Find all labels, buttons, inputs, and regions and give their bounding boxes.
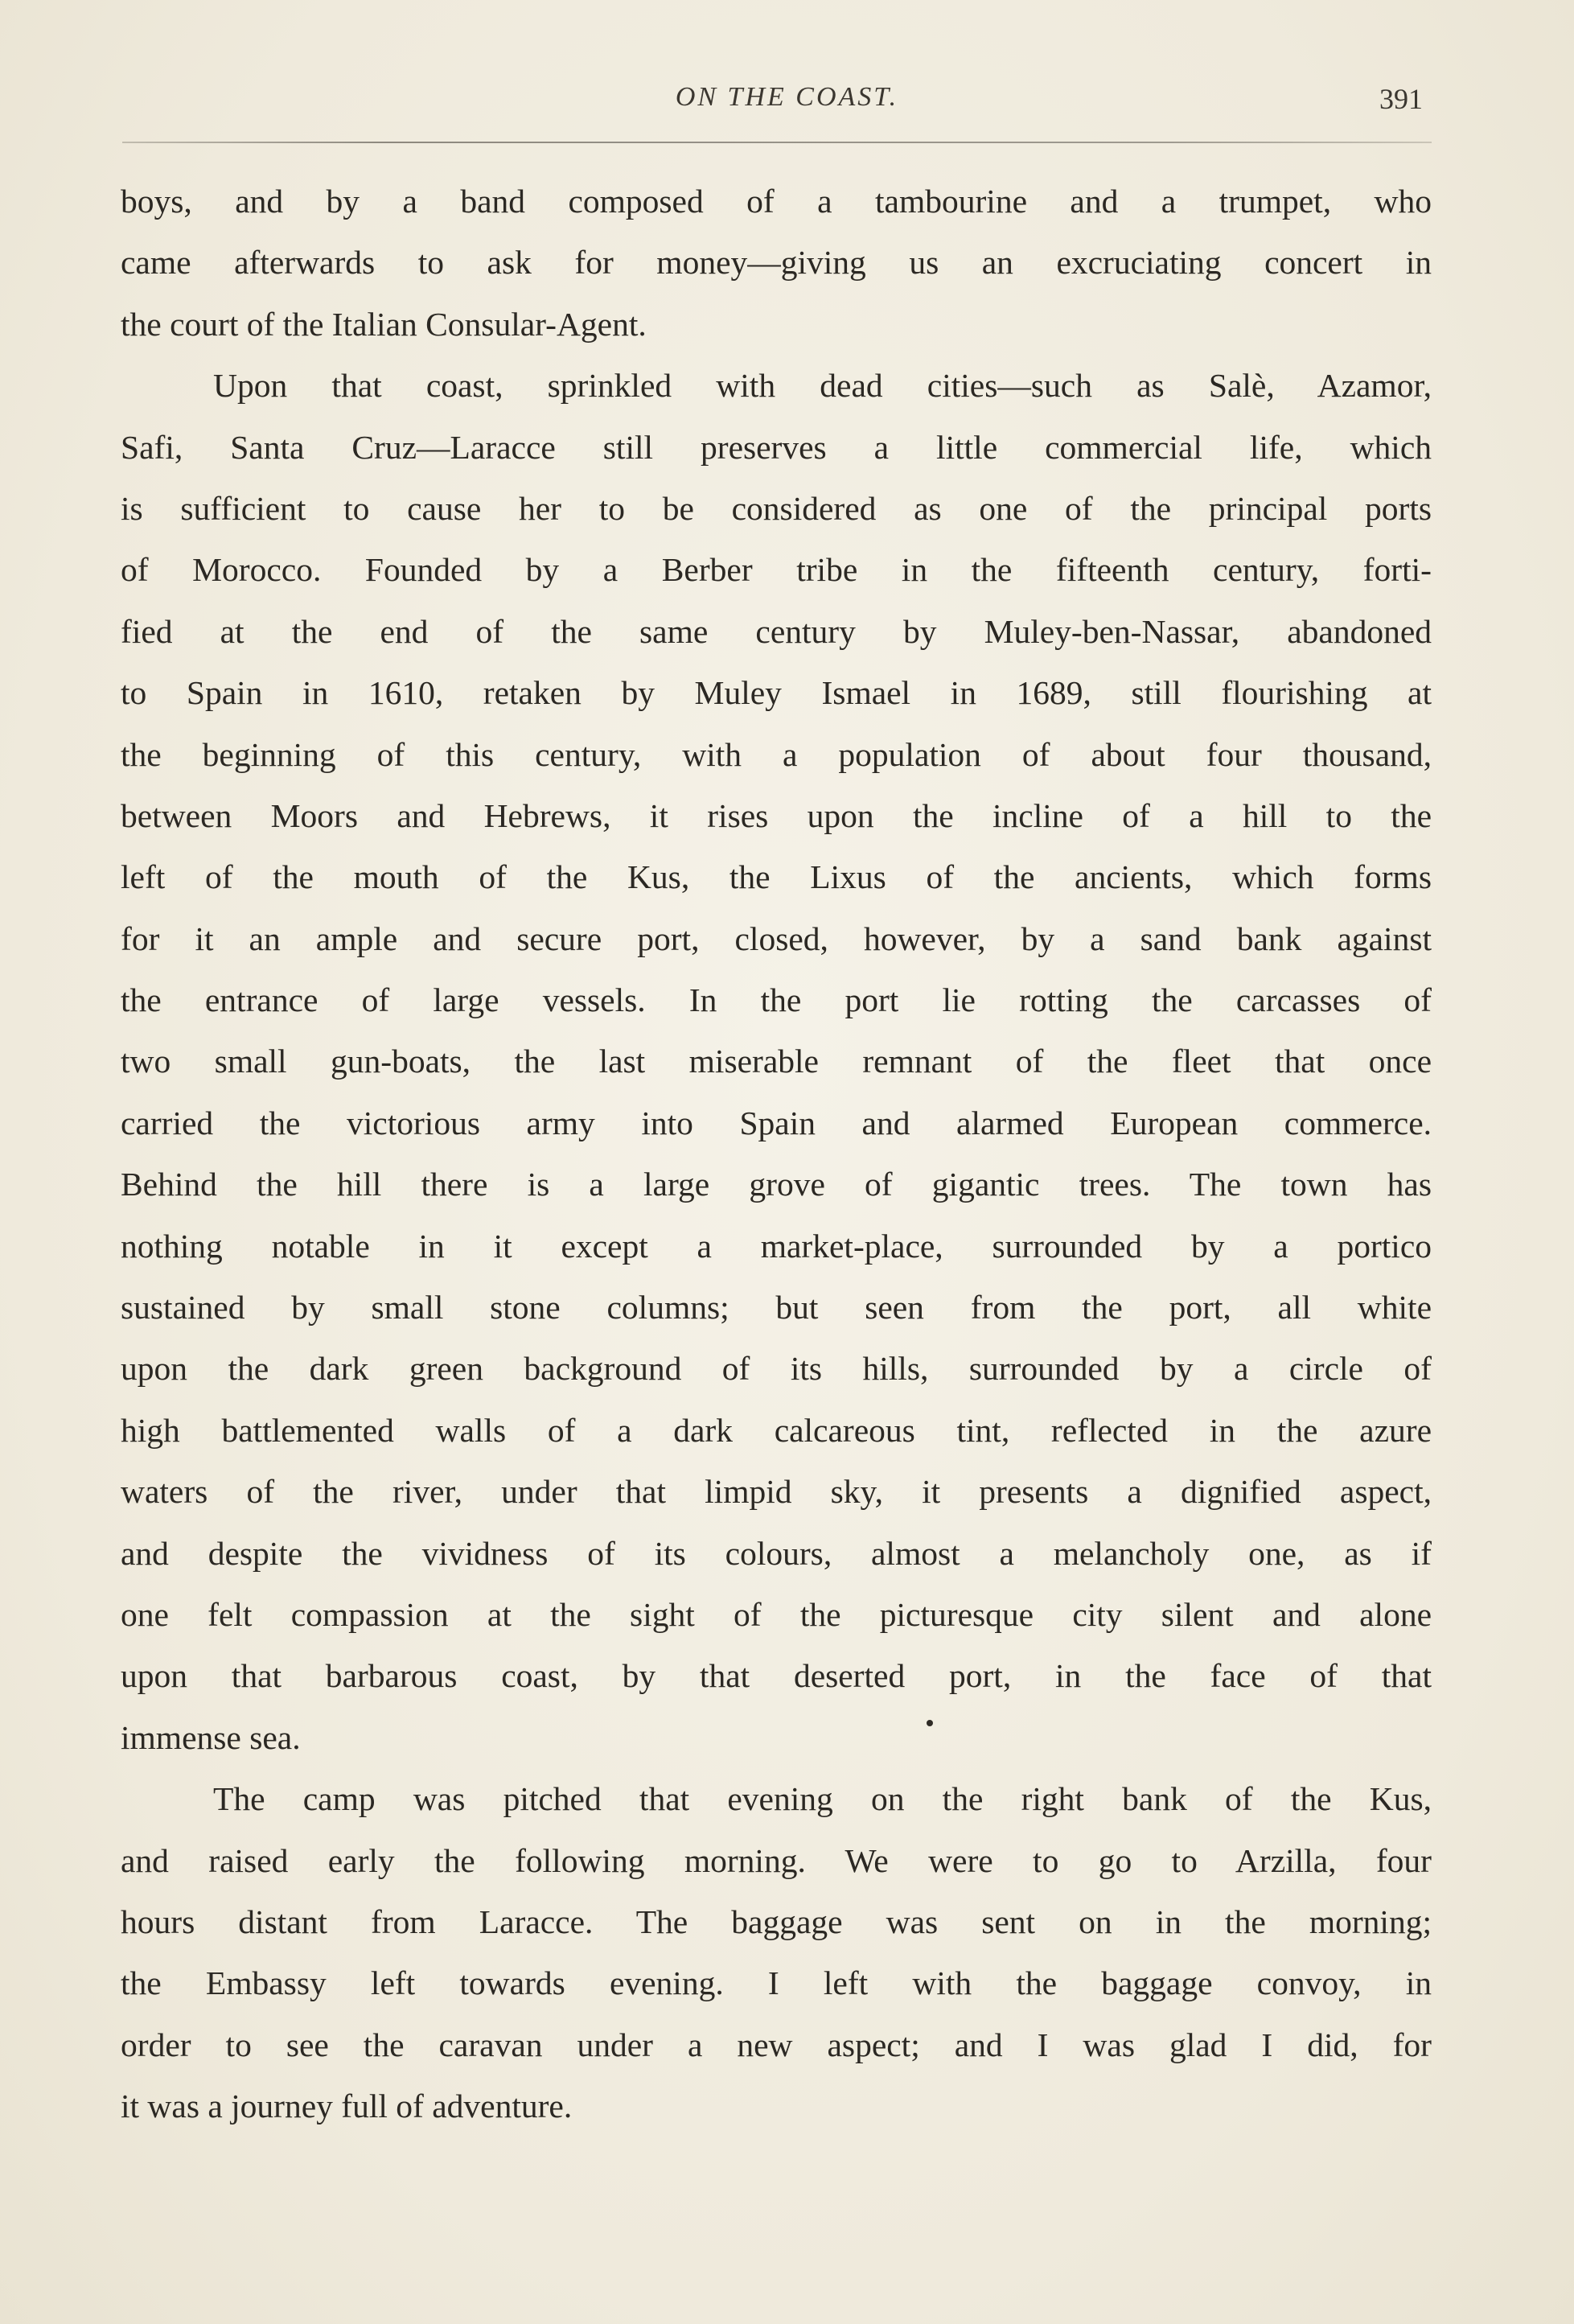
- text-line: came afterwards to ask for money—giving us an excruciating concert in: [121, 244, 1432, 282]
- text-line: sustained by small stone columns; but seen from the port, all white: [121, 1289, 1432, 1327]
- text-line: two small gun-boats, the last miserable remnant of the fleet that once: [121, 1043, 1432, 1080]
- text-line: The camp was pitched that evening on the right bank of the Kus,: [213, 1780, 1432, 1818]
- page-number: 391: [1379, 83, 1423, 115]
- text-line: the Embassy left towards evening. I left with the baggage convoy, in: [121, 1964, 1432, 2002]
- text-line: upon the dark green background of its hills, surrounded by a circle of: [121, 1350, 1432, 1388]
- text-line: the beginning of this century, with a population of about four thousand,: [121, 735, 1432, 773]
- text-line: of Morocco. Founded by a Berber tribe in the fifteenth century, forti-: [121, 551, 1432, 589]
- text-line: Behind the hill there is a large grove of gigantic trees. The town has: [121, 1166, 1432, 1203]
- text-line: the court of the Italian Consular-Agent.: [121, 305, 647, 343]
- running-title: ON THE COAST.: [675, 82, 899, 112]
- text-line: upon that barbarous coast, by that deserted port, in the face of that: [121, 1657, 1432, 1695]
- text-line: Upon that coast, sprinkled with dead cities—such as Salè, Azamor,: [213, 367, 1432, 405]
- running-head: [0, 82, 1574, 130]
- ink-speck: [927, 1720, 933, 1726]
- text-line: and despite the vividness of its colours, almost a melancholy one, as if: [121, 1534, 1432, 1572]
- text-line: one felt compassion at the sight of the picturesque city silent and alone: [121, 1595, 1432, 1633]
- text-line: between Moors and Hebrews, it rises upon the incline of a hill to the: [121, 796, 1432, 834]
- text-line: order to see the caravan under a new aspect; and I was glad I did, for: [121, 2026, 1432, 2063]
- text-line: is sufficient to cause her to be considered as one of the principal ports: [121, 489, 1432, 527]
- body-text: [121, 171, 1432, 2137]
- text-line: nothing notable in it except a market-place, surrounded by a portico: [121, 1227, 1432, 1265]
- text-line: it was a journey full of adventure.: [121, 2087, 573, 2125]
- text-line: high battlemented walls of a dark calcareous tint, reflected in the azure: [121, 1411, 1432, 1449]
- text-line: the entrance of large vessels. In the port lie rotting the carcasses of: [121, 981, 1432, 1019]
- text-line: immense sea.: [121, 1718, 301, 1756]
- text-line: and raised early the following morning. We were to go to Arzilla, four: [121, 1841, 1432, 1879]
- header-rule: [122, 142, 1432, 143]
- text-line: for it an ample and secure port, closed, however, by a sand bank against: [121, 919, 1432, 957]
- text-line: waters of the river, under that limpid sky, it presents a dignified aspect,: [121, 1473, 1432, 1511]
- text-line: boys, and by a band composed of a tambourine and a trumpet, who: [121, 183, 1432, 220]
- text-line: left of the mouth of the Kus, the Lixus of the ancients, which forms: [121, 858, 1432, 896]
- text-line: fied at the end of the same century by Muley-ben-Nassar, abandoned: [121, 612, 1432, 650]
- text-line: hours distant from Laracce. The baggage was sent on in the morning;: [121, 1902, 1432, 1940]
- text-line: Safi, Santa Cruz—Laracce still preserves a little commercial life, which: [121, 428, 1432, 466]
- text-line: to Spain in 1610, retaken by Muley Ismael in 1689, still flourishing at: [121, 674, 1432, 712]
- text-line: carried the victorious army into Spain and alarmed European commerce.: [121, 1104, 1432, 1141]
